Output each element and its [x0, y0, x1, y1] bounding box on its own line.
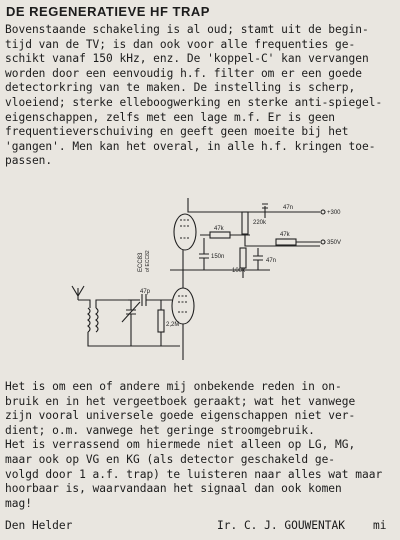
text-line: volgd door 1 a.f. trap) te luisteren naar alles wat maar [5, 467, 383, 481]
text-line: 'gangen'. Men kan het overal, in alle h.f. kringen toe- [5, 139, 376, 153]
antenna [72, 286, 84, 300]
text-line: worden door een eenvoudig h.f. filter om er een goede [5, 66, 362, 80]
resistor-100k [240, 248, 246, 268]
text-line: mag! [5, 496, 32, 510]
signature-location: Den Helder [5, 519, 73, 532]
cap-right [253, 256, 263, 260]
label-tube-type: ECC83 [138, 252, 144, 272]
text-line: zijn vooral universele goede eigenschappen niet ver- [5, 409, 356, 423]
label-150n: 150n [211, 254, 225, 260]
text-line: vloeiend; sterke elleboogwerking en sterke anti-spiegel- [5, 95, 383, 109]
text-line: tijd van de TV; is dan ook voor alle frequenties ge- [5, 37, 356, 51]
text-line: dient; o.m. vanwege het geringe stroomgebruik. [5, 423, 315, 437]
closing-paragraph [5, 380, 389, 511]
label-100k: 100k [232, 268, 246, 274]
resistor-220k [242, 212, 248, 234]
text-line: hoorbaar is, waarvandaan het signaal dan ook komen [5, 482, 342, 496]
text-line: detectorkring van te maken. De instelling is scherp, [5, 81, 356, 95]
output-terminal-bottom [321, 240, 325, 244]
text-line: passen. [5, 154, 53, 168]
label-2m2: 2,2M [166, 322, 180, 328]
text-line: bruik en in het vergeetboek geraakt; wat het vanwege [5, 394, 356, 408]
tube-upper [174, 214, 196, 250]
article-title: DE REGENERATIEVE HF TRAP [6, 4, 210, 19]
label-cap-right: 47n [266, 258, 277, 264]
label-47p: 47p [140, 289, 151, 295]
output-terminal-top [321, 210, 325, 214]
signature-author: Ir. C. J. GOUWENTAK [217, 519, 345, 532]
text-line: schikt vanaf 150 kHz, enz. De 'koppel-C' kan vervangen [5, 52, 369, 66]
resistor-47k [210, 232, 230, 238]
label-47k-out: 47k [280, 232, 290, 238]
text-line: maar ook op VG en KG (als detector geschakeld ge- [5, 452, 336, 466]
cap-47p [142, 294, 146, 306]
tube-lower [172, 288, 194, 324]
resistor-2m2 [158, 310, 164, 332]
text-line: frequentieverschuiving en geeft geen moeite bij het [5, 125, 349, 139]
label-47k: 47k [214, 226, 224, 232]
signature-suffix: mi [373, 519, 387, 532]
label-out-300: +300 [327, 210, 341, 216]
text-line: Bovenstaande schakeling is al oud; stamt uit de begin- [5, 23, 369, 36]
label-out-350: 350V [327, 240, 342, 246]
plate-wire [188, 198, 320, 212]
cap-150n [199, 254, 209, 258]
text-line: eigenschappen, zelfs met een lage m.f. Er is geen [5, 110, 336, 124]
antenna-coil [88, 308, 90, 332]
resistor-47k-out [276, 239, 296, 245]
label-47n-top: 47n [283, 205, 294, 211]
label-220k: 220k [253, 220, 267, 226]
text-line: Het is om een of andere mij onbekende reden in on- [5, 380, 342, 393]
text-line: Het is verrassend om hiermede niet alleen op LG, MG, [5, 438, 356, 452]
label-tube-sub: of ECC82 [145, 250, 151, 272]
